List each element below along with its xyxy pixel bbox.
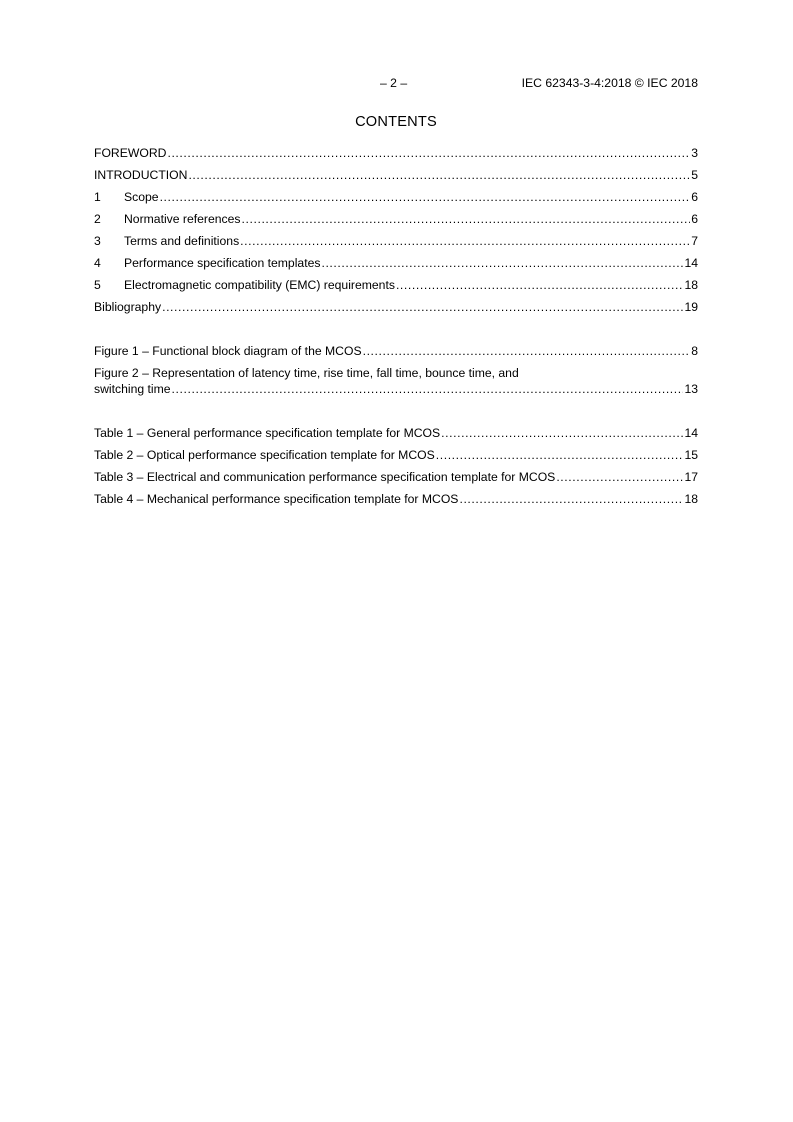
dot-leader [240,233,690,249]
dot-leader [188,167,690,183]
toc-entry-figure-1[interactable] [94,343,698,365]
toc-entry-performance-templates[interactable] [94,255,698,277]
dot-leader [242,211,691,227]
toc-entry-bibliography[interactable] [94,299,698,321]
dot-leader [436,447,684,463]
toc-entry-number: 3 [94,234,101,248]
toc-entry-number: 4 [94,256,101,270]
toc-entry-title: Scope [124,190,159,204]
dot-leader [167,145,690,161]
toc-entry-table-2[interactable] [94,447,698,469]
toc-tables [94,425,698,513]
toc-entry-title: Table 4 – Mechanical performance specification template for MCOS [94,492,459,506]
toc-entry-normative-references[interactable] [94,211,698,233]
toc-entry-title: INTRODUCTION [94,168,188,182]
toc-entry-page: 18 [684,492,698,506]
dot-leader [363,343,691,359]
dot-leader [321,255,683,271]
toc-entry-foreword[interactable] [94,145,698,167]
toc-entry-title: Electromagnetic compatibility (EMC) requirements [124,278,395,292]
toc-entry-page: 14 [684,426,698,440]
toc-entry-terms-definitions[interactable] [94,233,698,255]
toc-entry-number: 5 [94,278,101,292]
toc-entry-introduction[interactable] [94,167,698,189]
toc-entry-page: 14 [684,256,698,270]
page-number: – 2 – [380,76,408,90]
toc-entry-page: 13 [684,382,698,396]
toc-entry-title: Table 2 – Optical performance specification template for MCOS [94,448,435,462]
dot-leader [162,299,683,315]
toc-entry-title-continued: switching time [94,382,171,396]
dot-leader [441,425,683,441]
document-reference: IEC 62343-3-4:2018 © IEC 2018 [521,76,698,90]
toc-entry-page: 5 [691,168,698,182]
toc-entry-title: Terms and definitions [124,234,240,248]
toc-entry-table-1[interactable] [94,425,698,447]
toc-entry-scope[interactable] [94,189,698,211]
page-header [94,76,698,92]
toc-entry-page: 7 [691,234,698,248]
toc-entry-table-4[interactable] [94,491,698,513]
contents-title: CONTENTS [355,114,437,130]
toc-entry-page: 15 [684,448,698,462]
toc-entry-page: 18 [684,278,698,292]
dot-leader [396,277,684,293]
toc-entry-title: Performance specification templates [124,256,321,270]
toc-entry-number: 1 [94,190,101,204]
toc-figures [94,343,698,397]
toc-entry-page: 6 [691,190,698,204]
toc-entry-page: 19 [684,300,698,314]
toc-entry-table-3[interactable] [94,469,698,491]
dot-leader [172,381,684,397]
toc-sections [94,145,698,321]
dot-leader [160,189,691,205]
toc-entry-title: Figure 2 – Representation of latency time, rise time, fall time, bounce time, and [94,366,519,380]
dot-leader [459,491,683,507]
toc-entry-title: FOREWORD [94,146,167,160]
toc-entry-title: Figure 1 – Functional block diagram of the MCOS [94,344,362,358]
toc-entry-figure-2[interactable] [94,365,698,397]
toc-entry-emc-requirements[interactable] [94,277,698,299]
toc-entry-title: Table 3 – Electrical and communication performance specification template for MCOS [94,470,556,484]
toc-entry-number: 2 [94,212,101,226]
toc-entry-title: Bibliography [94,300,162,314]
toc-entry-page: 6 [691,212,698,226]
toc-entry-title: Table 1 – General performance specification template for MCOS [94,426,441,440]
toc-entry-page: 3 [691,146,698,160]
toc-entry-title: Normative references [124,212,241,226]
toc-entry-page: 17 [684,470,698,484]
toc-entry-page: 8 [691,344,698,358]
dot-leader [556,469,683,485]
